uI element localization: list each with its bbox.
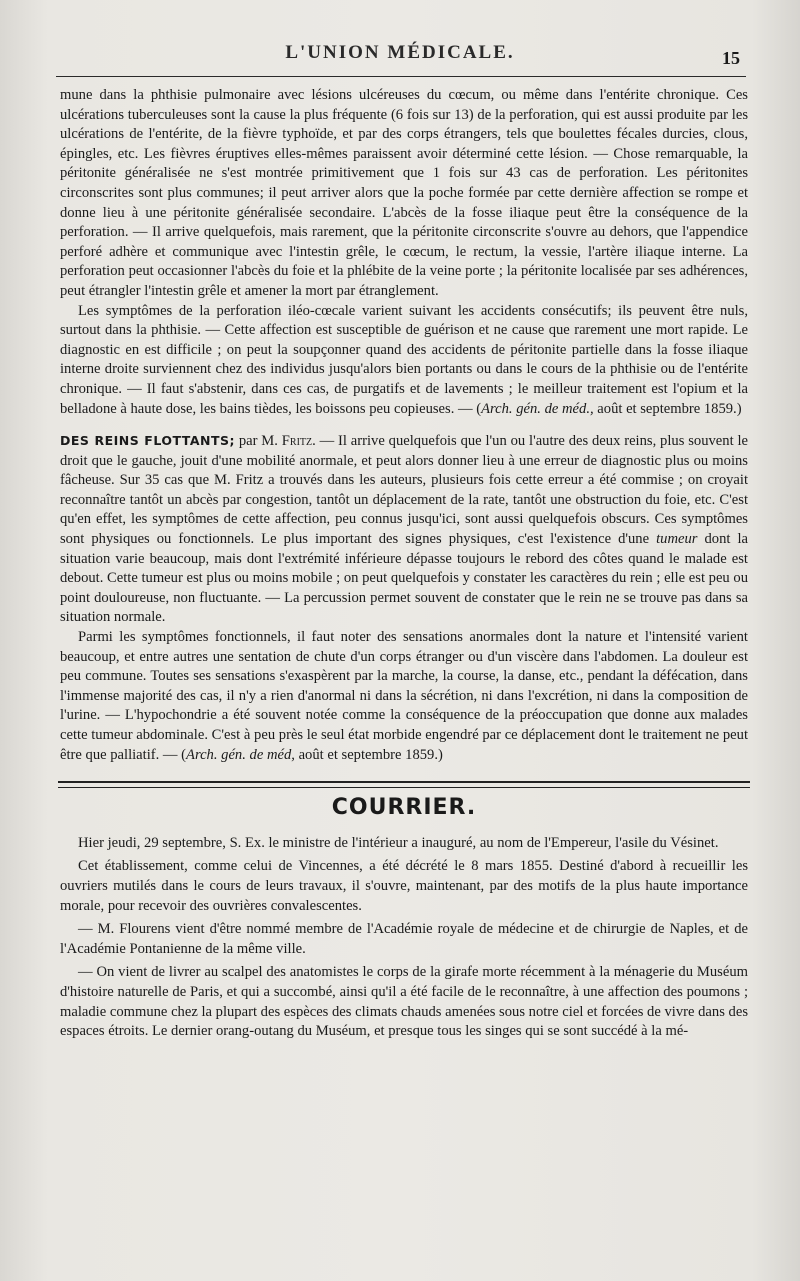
courrier-news: [60, 834, 748, 1042]
section-divider: [58, 781, 750, 788]
author-name: Fritz: [281, 433, 313, 450]
courrier-heading: COURRIER.: [331, 795, 477, 821]
citation: Arch. gén. de méd,: [186, 746, 295, 763]
paragraph-text: Les symptômes de la perforation iléo-cœcale varient suivant les accidents consécutifs; ils peuvent être nuls, surtout dans la phthisie. — Cette affection est susceptible de guérison et ne cause que rarement une mort rapide. Le diagnostic en est difficile ; on peut la soupçonner quand des accidents de péritonite partielle dans la fosse iliaque interne droite surviennent chez des individus jusqu'alors bien portants ou dans le cours de la phthisie ou de l'entérite chronique. — Il faut s'abstenir, dans ces cas, de purgatifs et de lavements ; le meilleur traitement est l'opium et la belladone à haute dose, les bains tièdes, les boissons peu copieuses. — (: [60, 302, 748, 417]
paragraph-perforation-causes: [60, 86, 748, 302]
citation: Arch. gén. de méd.,: [481, 400, 594, 417]
news-item: — M. Flourens vient d'être nommé membre de l'Académie royale de médecine et de chirurgie de Naples, et de l'Académie Pontanienne de la même ville.: [60, 921, 748, 957]
emphasized-word: tumeur: [656, 531, 698, 548]
running-head: [0, 38, 800, 68]
paragraph-text: dont la situation varie beaucoup, mais dont l'extrémité inférieure dépasse toujours le rebord des côtes quand le malade est debout. Cette tumeur est plus ou moins mobile ; on peut quelquefois y constater les caractères du rein ; elle est peu ou point douloureuse, non fluctuante. — La percussion permet souvent de constater que le rein ne se trouve pas dans sa situation normale.: [60, 531, 748, 626]
citation-date: août et septembre 1859.): [593, 400, 742, 417]
section-heading: DES REINS FLOTTANTS;: [60, 433, 235, 449]
paragraph-reins-flottants: [60, 431, 748, 628]
journal-title: L'UNION MÉDICALE.: [285, 42, 515, 63]
section-gap: [60, 419, 748, 431]
paragraph-perforation-symptoms: [60, 302, 748, 420]
paragraph-functional-symptoms: [60, 628, 748, 765]
news-item: Hier jeudi, 29 septembre, S. Ex. le ministre de l'intérieur a inauguré, au nom de l'Empereur, l'asile du Vésinet.: [78, 834, 719, 851]
header-rule: [56, 76, 746, 77]
news-item: Cet établissement, comme celui de Vincennes, a été décrété le 8 mars 1855. Destiné d'abord à recueillir les ouvriers mutilés dans le cours de leurs travaux, il s'ouvre, maintenant, par des motifs de la plus haute importance morale, pour recevoir des ouvrières convalescentes.: [60, 858, 748, 914]
paragraph-text: . — Il arrive quelquefois que l'un ou l'autre des deux reins, plus souvent le droit que le gauche, jouit d'une mobilité anormale, et peut alors donner lieu à une erreur de diagnostic plus ou moins fâcheuse. Sur 35 cas que M. Fritz a trouvés dans les auteurs, plusieurs fois cette erreur a été commise ; on croyait reconnaître tantôt un abcès par congestion, tantôt un déplacement de la rate, tantôt une obstruction du foie, etc. C'est qu'en effet, les symptômes de cette affection, peu connus jusqu'ici, sont aussi quelquefois obscurs. Ces symptômes sont physiques ou fonctionnels. Le plus important des signes physiques, c'est l'existence d'une: [60, 433, 748, 548]
paragraph-text: mune dans la phthisie pulmonaire avec lésions ulcéreuses du cœcum, ou même dans l'entérite chronique. Ces ulcérations tuberculeuses sont la cause la plus fréquente (6 fois sur 13) de la perforation, qui est aussi produite par les ulcérations de l'entérite, de la fièvre typhoïde, et par des corps étrangers, tels que boulettes fécales durcies, clous, épingles, etc. Les fièvres éruptives elles-mêmes paraissent avoir déterminé cette lésion. — Chose remarquable, la péritonite généralisée ne s'est montrée primitivement que 1 fois sur 43 cas de perforation. Les péritonites circonscrites sont plus communes; il peut arriver alors que la poche formée par cette dernière affection se rompe et donne lieu à une péritonite généralisée secondaire. L'abcès de la fosse iliaque peut être la conséquence de la perforation. — Il arrive quelquefois, mais rarement, que la péritonite circonscrite s'ouvre au dehors, que l'appendice perforé adhère et communique avec l'intestin grêle, le cœcum, le rectum, la vessie, l'artère iliaque interne. La perforation peut occasionner l'abcès du foie et la phlébite de la veine porte ; la péritonite localisée par ses adhérences, peut étrangler l'intestin grêle et amener la mort par étranglement.: [60, 87, 748, 299]
page-number: 15: [722, 48, 740, 68]
citation-date: août et septembre 1859.): [294, 746, 443, 763]
paragraph-text: Parmi les symptômes fonctionnels, il faut noter des sensations anormales dont la nature et l'intensité varient beaucoup, et entre autres une sentation de chute d'un corps étranger ou d'un viscère dans l'abdomen. La douleur est peu commune. Toutes ses sensations s'exaspèrent par la marche, la course, la danse, etc., pendant la défécation, dans l'immense majorité des cas, il n'y a rien d'anormal ni dans la sécrétion, ni dans l'excrétion, ni dans la composition de l'urine. — L'hypochondrie a été souvent notée comme la conséquence de la préoccupation que donne aux malades cette tumeur abdominale. C'est à peu près le seul état morbide engendré par ce déplacement dont le traitement ne peut être que palliatif. — (: [60, 629, 748, 763]
article-body: [60, 86, 748, 1046]
news-item: — On vient de livrer au scalpel des anatomistes le corps de la girafe morte récemment à la ménagerie du Muséum d'histoire naturelle de Paris, et qui a succombé, ainsi qu'il a été facile de le reconnaître, à une affection des poumons ; maladie commune chez la plupart des espèces des climats chauds amenées sous notre ciel et forcées de vivre dans des espaces étroits. Le dernier orang-outang du Muséum, et presque tous les singes qui se sont succédé à la mé-: [60, 964, 748, 1040]
author-prefix: par M.: [235, 433, 282, 450]
